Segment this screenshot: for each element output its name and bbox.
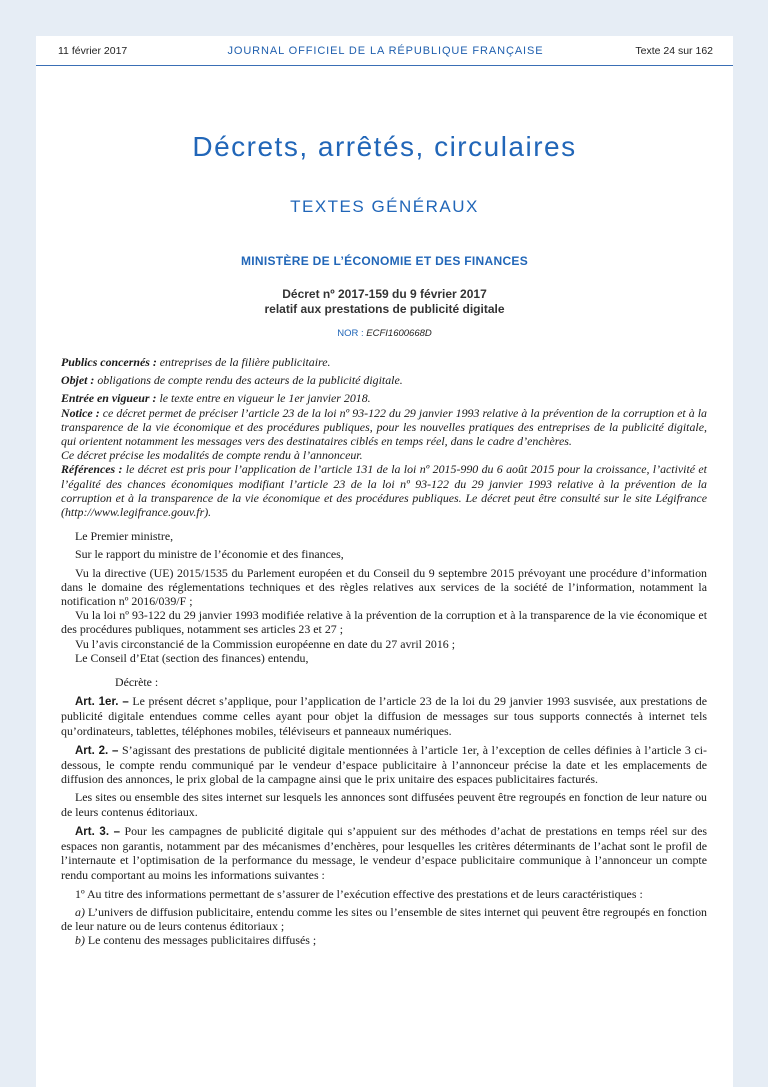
- nor-label: NOR :: [337, 328, 364, 339]
- article-3-item-a: [61, 905, 707, 933]
- subsection-title: TEXTES GÉNÉRAUX: [290, 197, 479, 216]
- notice-label: Notice :: [61, 405, 100, 420]
- article-2-label: Art. 2. –: [75, 744, 119, 757]
- references-paragraph: [61, 462, 707, 519]
- objet-label: Objet :: [61, 373, 95, 388]
- article-3-text: Pour les campagnes de publicité digitale qui s’appuient sur des méthodes d’achat de prestations en temps réel sur des espaces non garantis, notamment par des mécanismes d’enchères, pour lesquelles les critères déterminants de l’achat sont le profil de l’internaute et l’optimisation de la performance du message, le vendeur d’espace publicitaire communique à l’annonceur un compte rendu comportant au moins les informations suivantes :: [61, 823, 707, 882]
- item-b-label: b): [75, 933, 85, 948]
- decree-heading: [36, 287, 733, 317]
- articles-block: [61, 675, 707, 947]
- references-text: le décret est pris pour l’application de l’article 131 de la loi nº 2015-990 du 6 août 2015 pour la croissance, l’activité et l’égalité des chances économiques modifiant l’article 23 de la loi nº 93-122 du 29 janvier 1993 relative à la prévention de la corruption et à la transparence de la vie économique et des procédures publiques. Le décret peut être consulté sur le site Légifrance (http://www.legifrance.gouv.fr).: [61, 462, 707, 520]
- nor-reference: [36, 328, 733, 339]
- article-2-paragraph-2: Les sites ou ensemble des sites internet sur lesquels les annonces sont diffusées peuvent être regroupés en fonction de leur nature ou de leurs contenus éditoriaux.: [61, 790, 707, 819]
- article-1-text: Le présent décret s’applique, pour l’application de l’article 23 de la loi du 29 janvier 1993 susvisée, aux prestations de publicité digitale entendues comme celles ayant pour objet la diffusion de messages sur tous supports connectés à internet tels qu’ordinateurs, tablettes, téléphones mobiles, téléviseurs et panneaux numériques.: [61, 694, 707, 738]
- article-1-label: Art. 1er. –: [75, 696, 129, 709]
- entree-text: le texte entre en vigueur le 1er janvier 2018.: [159, 391, 371, 406]
- decree-subtitle: relatif aux prestations de publicité digitale: [264, 302, 505, 316]
- references-label: Références :: [61, 462, 123, 477]
- article-3-item-b: [61, 933, 707, 947]
- ministry-title: MINISTÈRE DE L’ÉCONOMIE ET DES FINANCES: [240, 254, 529, 268]
- notice-text: ce décret permet de préciser l’article 23 de la loi nº 93-122 du 29 janvier 1993 relative à la prévention de la corruption et à la transparence de la vie économique et des procédures publiques, pour les nouvelles pratiques des entreprises de la publicité digitale, qui orientent notamment les messages vers des destinataires ciblés en temps réel, dans le cadre d’enchères.: [61, 405, 707, 449]
- decrete-label: Décrète :: [115, 675, 159, 690]
- publics-text: entreprises de la filière publicitaire.: [159, 355, 331, 369]
- article-2-text: S’agissant des prestations de publicité digitale mentionnées à l’article 1er, à l’exception de celles définies à l’article 3 ci-dessous, le compte rendu communiqué par le vendeur d’espace publicitaire à l’annonceur précise la date et les emplacements de diffusion des annonces, le prix global de la campagne ainsi que le prix unitaire des espaces publicitaires facturés.: [61, 742, 707, 787]
- visas-block: [61, 529, 707, 665]
- visa-line: Vu la loi nº 93-122 du 29 janvier 1993 modifiée relative à la prévention de la corruption et à la transparence de la vie économique et des procédures publiques, notamment ses articles 23 et 27 ;: [61, 608, 707, 637]
- header-rule: [36, 65, 733, 66]
- visa-line: Sur le rapport du ministre de l’économie et des finances,: [75, 547, 344, 562]
- visa-line: Vu l’avis circonstancié de la Commission européenne en date du 27 avril 2016 ;: [75, 636, 456, 651]
- article-1: [61, 694, 707, 738]
- article-2: [61, 743, 707, 787]
- journal-title: JOURNAL OFFICIEL DE LA RÉPUBLIQUE FRANÇAISE: [227, 45, 544, 57]
- publics-label: Publics concernés :: [61, 355, 157, 369]
- notice-paragraph-2: Ce décret précise les modalités de compte rendu à l’annonceur.: [61, 448, 363, 463]
- article-3: [61, 824, 707, 882]
- item-a-label: a): [75, 904, 85, 919]
- publics-line: [61, 355, 707, 369]
- article-3-label: Art. 3. –: [75, 825, 121, 838]
- article-3-item-1: 1º Au titre des informations permettant de s’assurer de l’exécution effective des prestations et de leurs caractéristiques :: [75, 886, 643, 901]
- publication-date: 11 février 2017: [58, 45, 128, 57]
- notice-paragraph: [61, 406, 707, 449]
- item-a-text: L’univers de diffusion publicitaire, entendu comme les sites ou l’ensemble de sites internet qui peuvent être regroupés en fonction de leur nature ou de leurs contenus éditoriaux ;: [61, 904, 707, 934]
- entree-line: [61, 391, 707, 405]
- journal-page: [36, 36, 733, 1087]
- objet-text: obligations de compte rendu des acteurs de la publicité digitale.: [97, 373, 403, 388]
- decree-title: Décret nº 2017-159 du 9 février 2017: [282, 287, 487, 301]
- visa-line: Vu la directive (UE) 2015/1535 du Parlement européen et du Conseil du 9 septembre 2015 prévoyant une procédure d’information dans le domaine des réglementations techniques et des règles relatives aux services de la société de l’information, notamment la notification nº 2016/039/F ;: [61, 565, 707, 609]
- notice-block: [61, 355, 707, 519]
- page-header: [58, 45, 713, 61]
- objet-line: [61, 373, 707, 387]
- text-number: Texte 24 sur 162: [635, 45, 713, 57]
- nor-value: ECFI1600668D: [366, 328, 432, 339]
- visa-line: Le Premier ministre,: [75, 529, 174, 544]
- entree-label: Entrée en vigueur :: [61, 391, 157, 406]
- decree-body: [61, 355, 707, 948]
- section-title: Décrets, arrêtés, circulaires: [192, 131, 577, 162]
- visa-line: Le Conseil d’Etat (section des finances) entendu,: [75, 650, 309, 665]
- item-b-text: Le contenu des messages publicitaires diffusés ;: [87, 933, 317, 948]
